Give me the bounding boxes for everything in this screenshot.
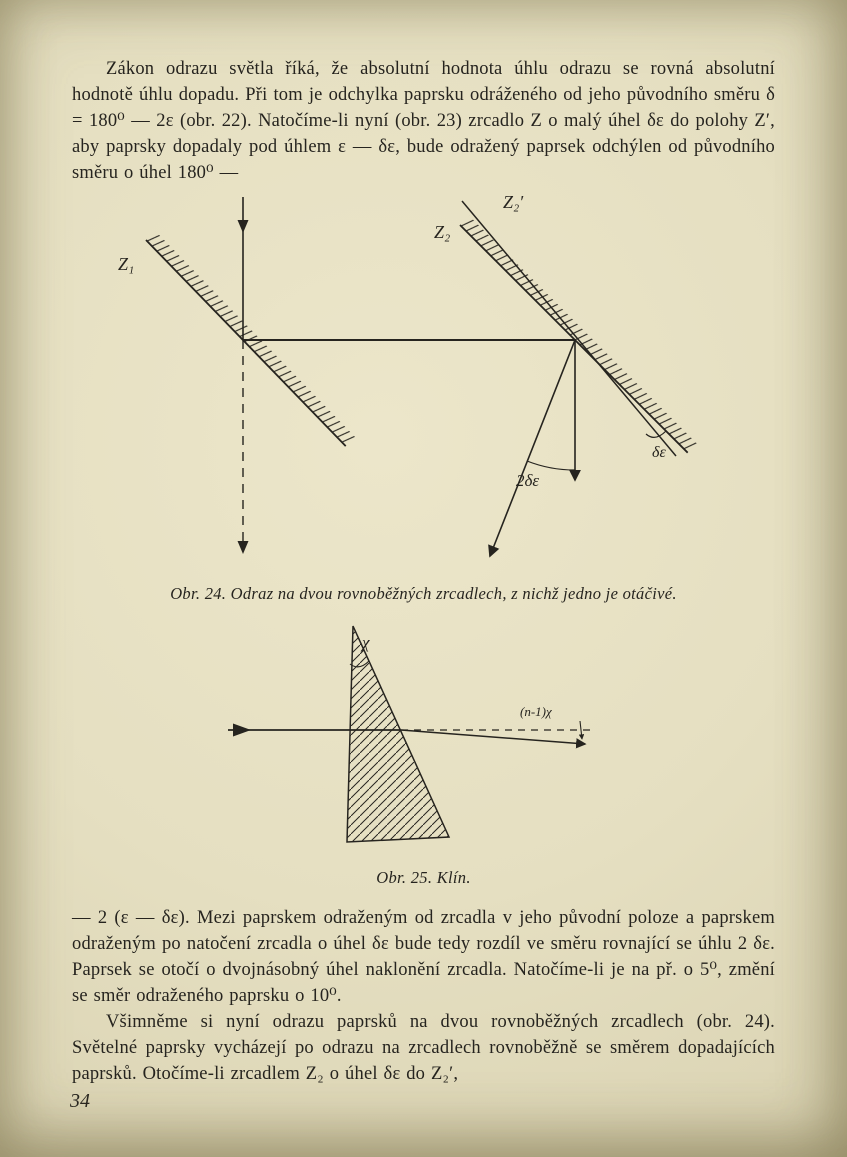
mirror-z1-label: Z₁ xyxy=(118,254,135,274)
figure-24-diagram xyxy=(0,190,847,572)
paragraph-2: — 2 (ε — δε). Mezi paprskem odraženým od zrcadla v jeho původní poloze a paprskem odraženým po natočení zrcadla o úhel δε bude tedy rozdíl ve směru rovnající se úhlu 2 δε. Paprsek se otočí o dvojnásobný úhel naklonění zrcadla. Natočíme-li je na př. o 5⁰, změní se směr odraženého paprsku o 10⁰. xyxy=(72,908,775,1006)
incident-arrowhead xyxy=(238,220,249,233)
wedge-prism xyxy=(347,626,449,842)
deviated-ray xyxy=(401,730,585,744)
deviation-angle-arrow xyxy=(580,721,582,739)
paragraph-1: Zákon odrazu světla říká, že absolutní hodnota úhlu odrazu se rovná absolutní hodnotě úhlu dopadu. Při tom je odchylka paprsku odráženého od jeho původního směru δ = 180⁰ — 2ε (obr. 22). Natočíme-li nyní (obr. 23) zrcadlo Z o malý úhel δε do polohy Z′, aby paprsky dopadaly pod úhlem ε — δε, bude odražený paprsek odchýlen od původního směru o úhel 180⁰ — xyxy=(72,59,775,183)
angle-chi-label: χ xyxy=(362,633,370,652)
deviation-label: (n-1)χ xyxy=(520,704,552,719)
ray-arrowhead xyxy=(233,724,251,737)
continuation-arrowhead xyxy=(238,541,249,554)
mirror-z2-prime-label: Z₂′ xyxy=(503,192,524,212)
angle-de-label: δε xyxy=(652,444,666,461)
angle-2de-label: 2δε xyxy=(516,471,540,490)
page-number: 34 xyxy=(70,1090,90,1112)
mirror-z2-rotated xyxy=(462,201,676,456)
angle-arc-2de xyxy=(527,461,575,470)
mirror-z2 xyxy=(460,216,697,453)
reflected-ray-rotated xyxy=(490,340,575,556)
figure-25-diagram xyxy=(0,618,847,858)
mirror-z1 xyxy=(146,231,355,446)
figure-25-caption: Obr. 25. Klín. xyxy=(376,868,471,887)
paragraph-3: Všimněme si nyní odrazu paprsků na dvou rovnoběžných zrcadlech (obr. 24). Světelné paprsky vycházejí po odrazu na zrcadlech rovnoběžně se směrem dopadajících paprsků. Otočíme-li zrcadlem Z₂ o úhel δε do Z₂′, xyxy=(72,1012,775,1084)
figure-24-caption: Obr. 24. Odraz na dvou rovnoběžných zrcadlech, z nichž jedno je otáčivé. xyxy=(170,584,677,603)
mirror-z2-label: Z₂ xyxy=(434,222,451,242)
